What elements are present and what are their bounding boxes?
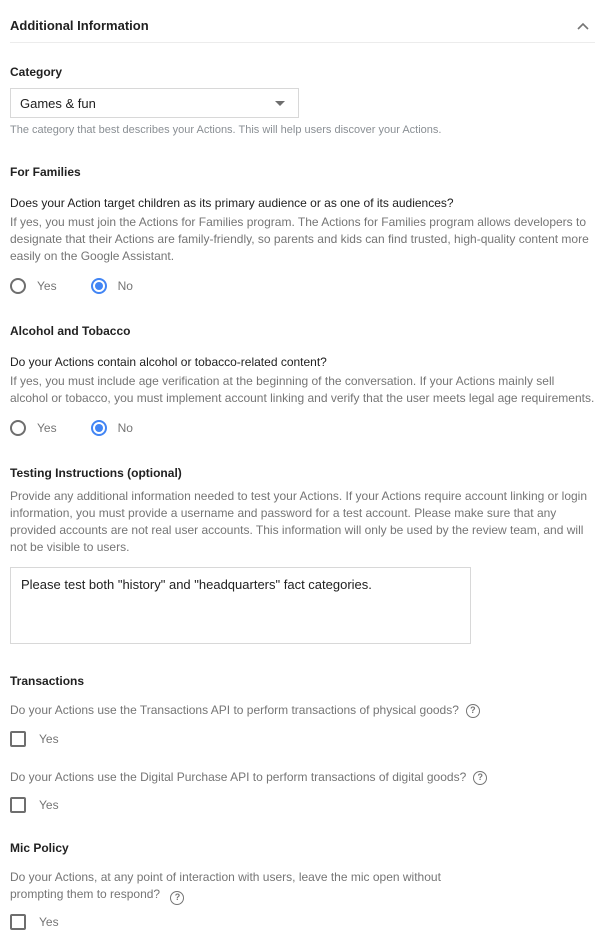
transactions-digital-question-row xyxy=(10,769,595,786)
radio-unchecked-icon xyxy=(10,278,26,294)
help-icon[interactable]: ? xyxy=(170,891,184,905)
panel-title: Additional Information xyxy=(10,18,149,33)
chevron-up-icon xyxy=(577,18,589,33)
mic-policy-question: Do your Actions, at any point of interaction with users, leave the mic open without prompting them to respond? xyxy=(10,870,441,901)
radio-checked-icon xyxy=(91,278,107,294)
transactions-digital-yes-checkbox[interactable] xyxy=(10,797,595,813)
radio-unchecked-icon xyxy=(10,420,26,436)
category-section xyxy=(10,65,595,137)
category-label: Category xyxy=(10,65,63,79)
mic-policy-heading: Mic Policy xyxy=(10,841,69,855)
for-families-no-radio[interactable] xyxy=(91,278,133,294)
mic-policy-yes-checkbox[interactable] xyxy=(10,914,595,930)
panel-header xyxy=(10,0,595,43)
testing-instructions-section xyxy=(10,466,595,644)
transactions-heading: Transactions xyxy=(10,674,85,688)
transactions-digital-question: Do your Actions use the Digital Purchase API to perform transactions of digital goods? xyxy=(10,770,467,784)
category-helper-text: The category that best describes your Actions. This will help users discover your Actions. xyxy=(10,124,442,136)
category-select[interactable] xyxy=(10,88,299,118)
mic-policy-section xyxy=(10,841,595,930)
for-families-heading: For Families xyxy=(10,165,81,179)
alcohol-tobacco-helper-text: If yes, you must include age verification at the beginning of the conversation. If your Actions mainly sell alcohol or tobacco, you must implement account linking and verify that the user meets legal age requirements. xyxy=(10,374,595,405)
alcohol-tobacco-yes-radio[interactable] xyxy=(10,420,57,436)
collapse-section-button[interactable] xyxy=(573,16,593,35)
transactions-physical-yes-label: Yes xyxy=(39,732,59,746)
dropdown-arrow-icon xyxy=(275,101,285,106)
radio-checked-icon xyxy=(91,420,107,436)
for-families-yes-label: Yes xyxy=(37,279,57,293)
mic-policy-yes-label: Yes xyxy=(39,914,59,929)
alcohol-tobacco-heading: Alcohol and Tobacco xyxy=(10,324,131,338)
help-icon[interactable]: ? xyxy=(466,704,480,718)
checkbox-unchecked-icon xyxy=(10,914,26,930)
category-selected-value: Games & fun xyxy=(20,95,96,111)
checkbox-unchecked-icon xyxy=(10,797,26,813)
alcohol-tobacco-radio-group xyxy=(10,420,595,436)
testing-instructions-textarea[interactable] xyxy=(10,567,471,644)
alcohol-tobacco-yes-label: Yes xyxy=(37,421,57,435)
alcohol-tobacco-question: Do your Actions contain alcohol or tobacco-related content? xyxy=(10,355,327,369)
testing-instructions-heading: Testing Instructions (optional) xyxy=(10,466,182,480)
help-icon[interactable]: ? xyxy=(473,771,487,785)
transactions-digital-yes-label: Yes xyxy=(39,798,59,812)
for-families-no-label: No xyxy=(117,279,133,293)
for-families-helper-text: If yes, you must join the Actions for Families program. The Actions for Families program allows developers to designate that their Actions are family-friendly, so parents and kids can find trusted, high-quality content more easily on the Google Assistant. xyxy=(10,215,589,263)
for-families-question: Does your Action target children as its primary audience or as one of its audiences? xyxy=(10,196,454,210)
transactions-physical-question: Do your Actions use the Transactions API to perform transactions of physical goods? xyxy=(10,703,459,717)
testing-instructions-helper-text: Provide any additional information needed to test your Actions. If your Actions require account linking or login information, you must provide a username and password for a test account. Please make sure that any provided accounts are not real user accounts. This information will only be used by the review team, and will not be visible to users. xyxy=(10,489,588,554)
for-families-radio-group xyxy=(10,278,595,294)
alcohol-tobacco-no-label: No xyxy=(117,421,133,435)
for-families-section xyxy=(10,165,595,294)
checkbox-unchecked-icon xyxy=(10,731,26,747)
transactions-physical-yes-checkbox[interactable] xyxy=(10,731,595,747)
mic-policy-question-row xyxy=(10,869,488,905)
alcohol-tobacco-no-radio[interactable] xyxy=(91,420,133,436)
for-families-yes-radio[interactable] xyxy=(10,278,57,294)
transactions-section xyxy=(10,674,595,813)
alcohol-tobacco-section xyxy=(10,324,595,436)
transactions-physical-question-row xyxy=(10,702,595,719)
